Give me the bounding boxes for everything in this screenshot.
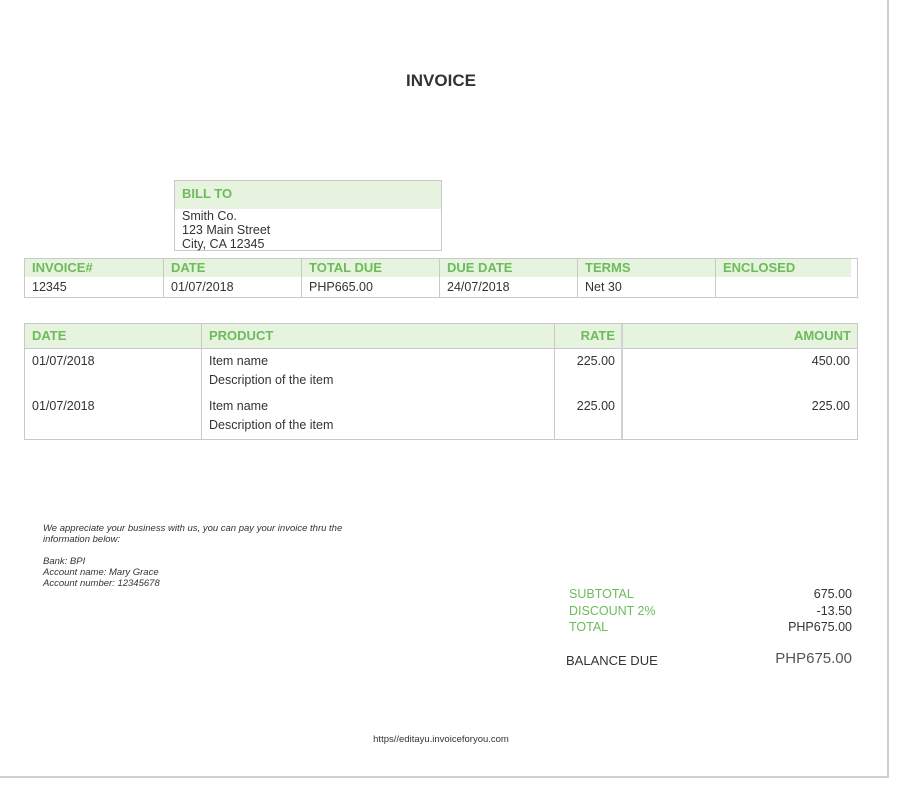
page-edge-right — [887, 0, 889, 778]
info-header: TERMS — [578, 259, 715, 277]
row-1-amount: 450.00 — [811, 354, 850, 368]
row-1-rate: 225.00 — [576, 354, 615, 368]
info-enclosed — [716, 259, 851, 297]
info-terms — [578, 259, 715, 297]
line-items-table — [24, 323, 858, 440]
payment-message: We appreciate your business with us, you can pay your invoice thru the information below: — [43, 523, 343, 545]
info-header: DATE — [164, 259, 301, 277]
info-total-due — [302, 259, 439, 297]
info-header: DUE DATE — [440, 259, 577, 277]
row-1-item-description: Description of the item — [209, 373, 334, 387]
info-value: 12345 — [32, 280, 67, 294]
bill-to-city: City, CA 12345 — [182, 237, 265, 251]
discount-value: -13.50 — [816, 603, 852, 618]
totals-block — [566, 587, 852, 637]
footer-url: https//editayu.invoiceforyou.com — [373, 734, 509, 745]
bill-to-street: 123 Main Street — [182, 223, 271, 237]
subtotal-value: 675.00 — [813, 587, 852, 601]
subtotal-row — [566, 587, 852, 604]
row-2-item-name: Item name — [209, 399, 269, 413]
invoice-title: INVOICE — [406, 71, 476, 90]
info-header: INVOICE# — [25, 259, 163, 277]
total-value: PHP675.00 — [788, 620, 852, 634]
row-2-item-description: Description of the item — [209, 418, 334, 432]
info-invoice-number — [25, 259, 163, 297]
total-row — [566, 620, 852, 637]
balance-due-value: PHP675.00 — [775, 650, 852, 667]
payment-bank: Bank: BPI — [43, 556, 86, 567]
info-header: ENCLOSED — [716, 259, 851, 277]
line-items-header — [25, 324, 857, 349]
info-value — [716, 277, 851, 297]
row-1-date: 01/07/2018 — [32, 354, 95, 368]
invoice-info-table — [24, 258, 858, 298]
info-value: Net 30 — [585, 280, 622, 294]
column-divider — [201, 324, 202, 439]
discount-row — [566, 604, 852, 621]
payment-account-name: Account name: Mary Grace — [43, 567, 159, 578]
col-rate-header: RATE — [580, 328, 615, 343]
bill-to-company: Smith Co. — [182, 209, 237, 223]
row-1-item-name: Item name — [209, 354, 269, 368]
discount-label: DISCOUNT 2% — [569, 603, 656, 618]
info-due-date — [440, 259, 577, 297]
column-divider — [621, 324, 623, 439]
row-2-amount: 225.00 — [811, 399, 850, 413]
balance-due-row — [566, 650, 852, 670]
balance-due-label: BALANCE DUE — [566, 653, 658, 668]
bill-to-address — [175, 209, 441, 251]
info-value: 24/07/2018 — [447, 280, 510, 294]
info-value: PHP665.00 — [309, 280, 373, 294]
subtotal-label: SUBTOTAL — [569, 587, 634, 601]
info-value: 01/07/2018 — [171, 280, 234, 294]
info-header: TOTAL DUE — [302, 259, 439, 277]
total-label: TOTAL — [569, 620, 609, 634]
col-date-header: DATE — [32, 328, 67, 343]
column-divider — [554, 324, 555, 439]
page-edge-bottom — [0, 776, 889, 778]
info-date — [164, 259, 301, 297]
row-2-rate: 225.00 — [576, 399, 615, 413]
payment-account-number: Account number: 12345678 — [43, 578, 160, 589]
payment-note — [43, 523, 383, 589]
col-product-header: PRODUCT — [209, 328, 274, 343]
bill-to-label: BILL TO — [175, 181, 441, 209]
row-2-date: 01/07/2018 — [32, 399, 95, 413]
bill-to-box — [174, 180, 442, 251]
col-amount-header: AMOUNT — [793, 328, 851, 343]
